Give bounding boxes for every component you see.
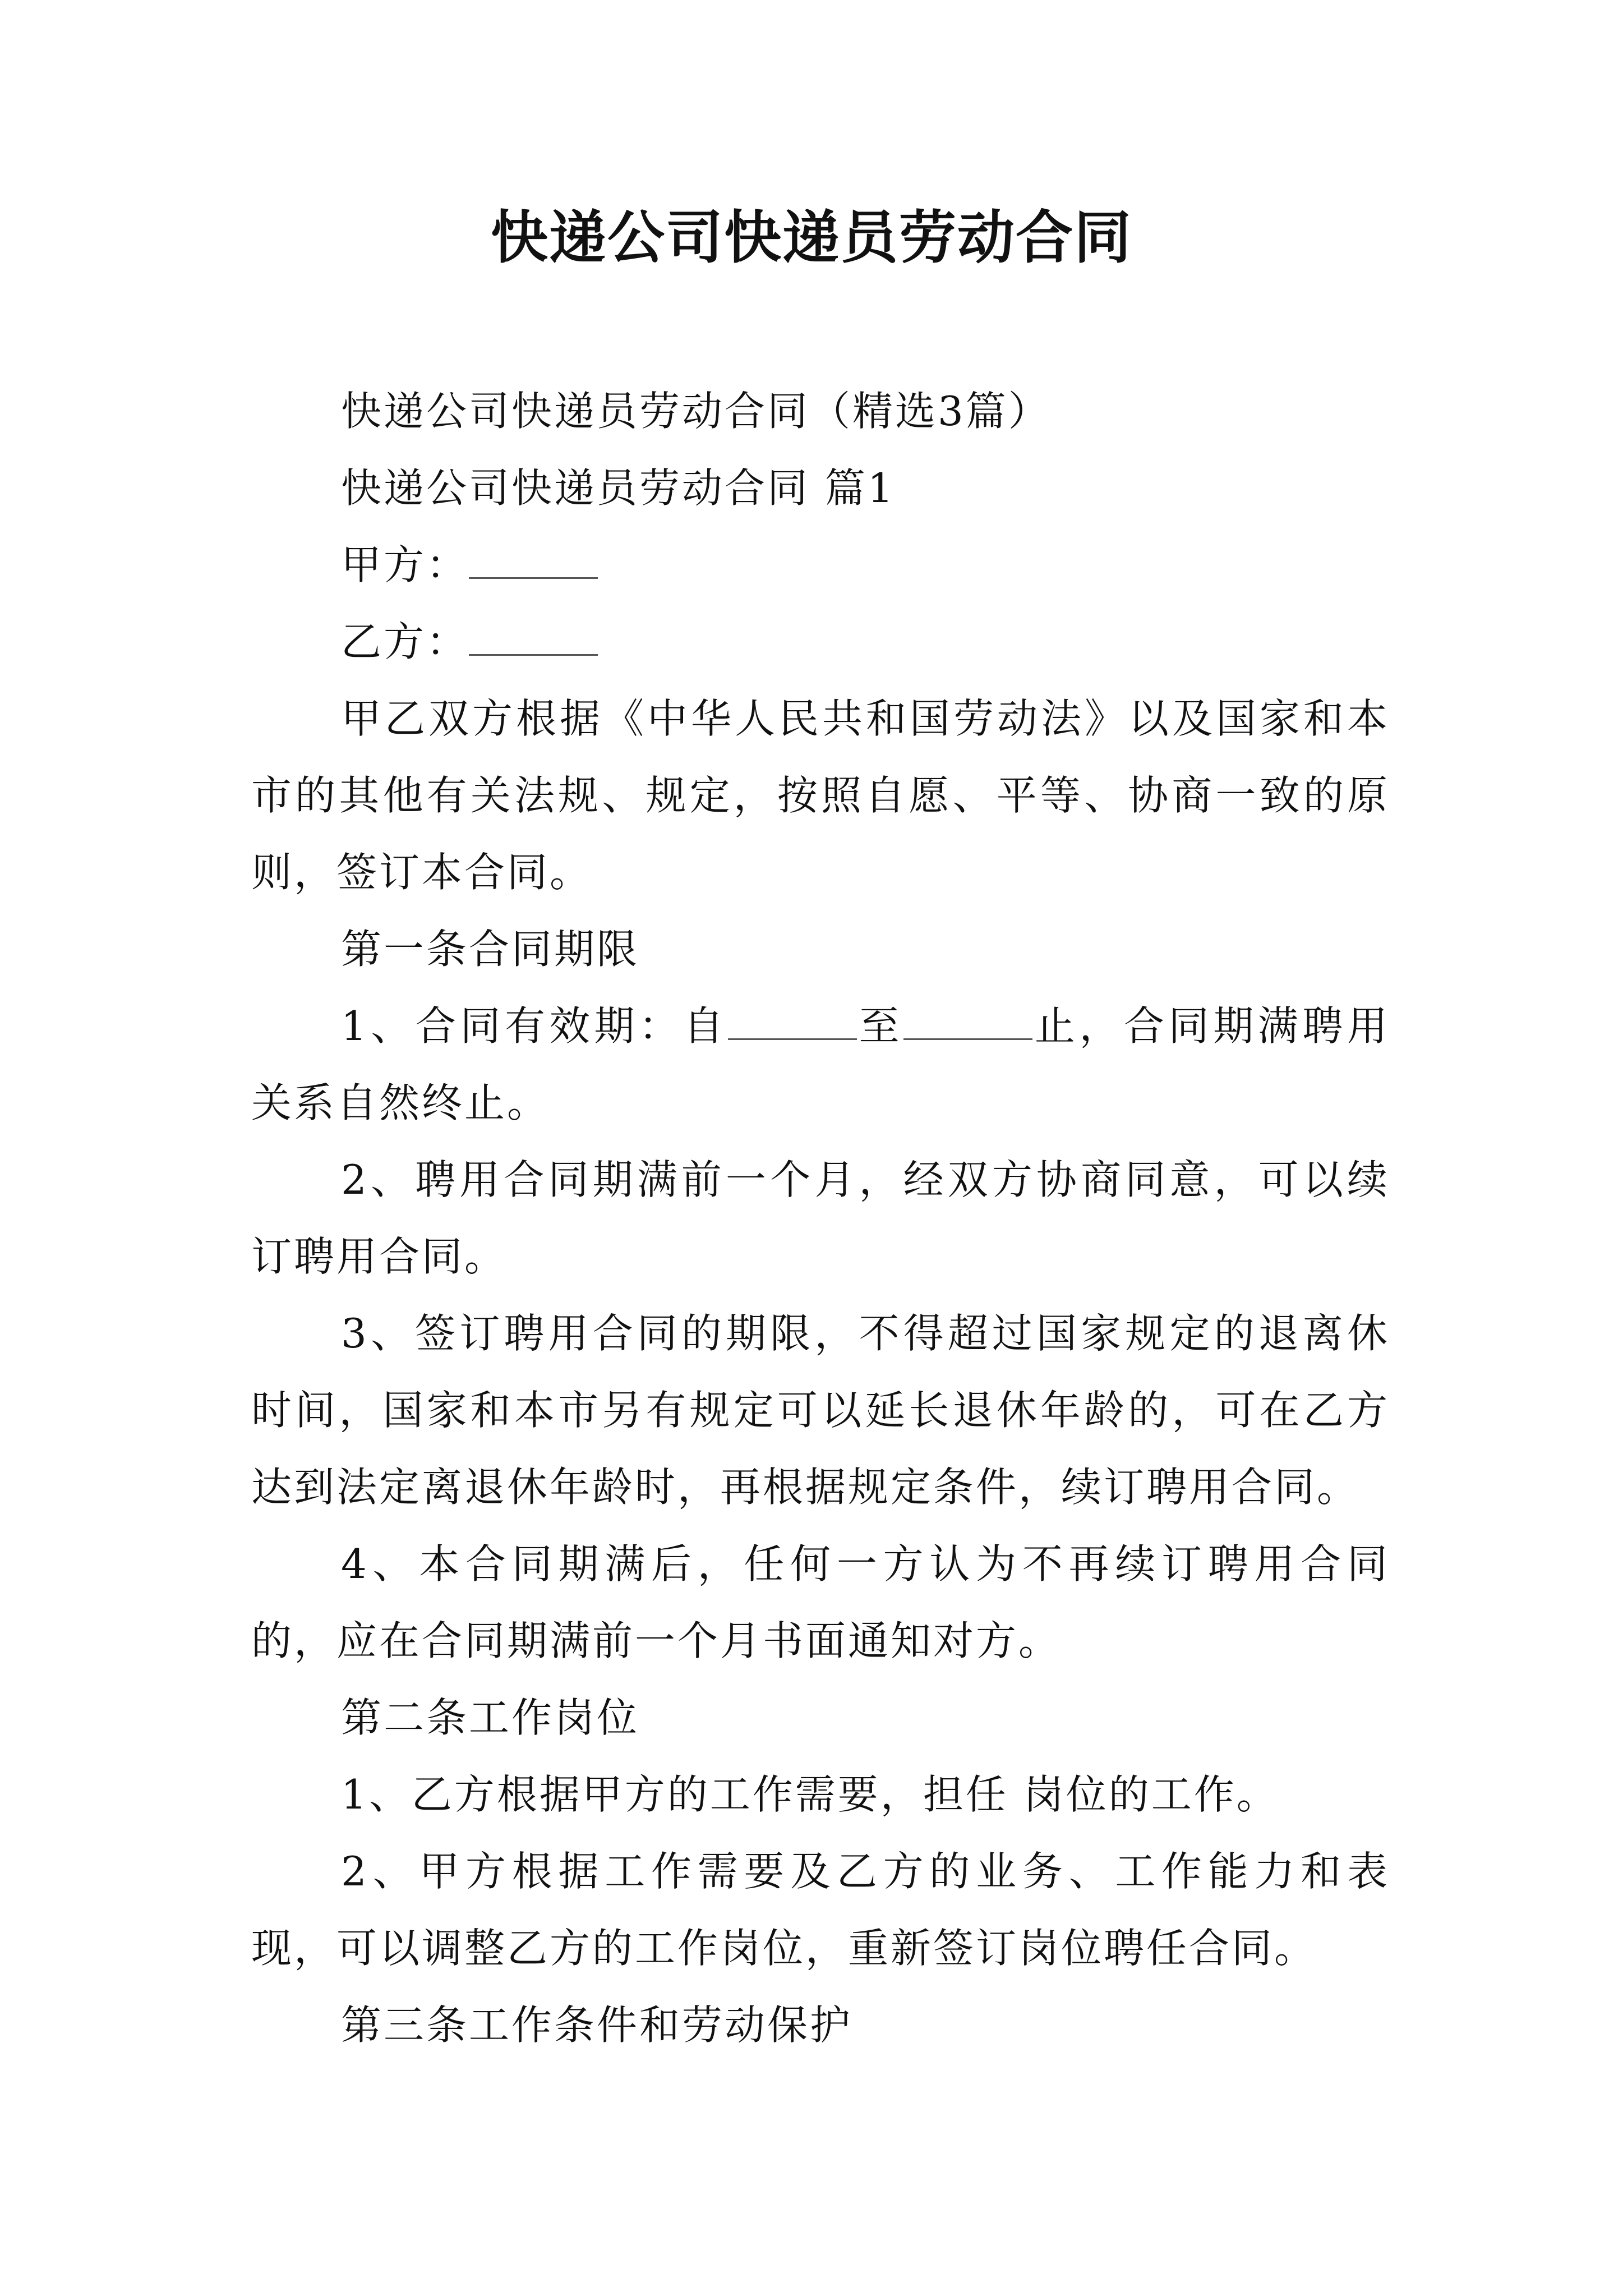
end-date-blank: [903, 1005, 1032, 1040]
article1-title: 第一条合同期限: [341, 926, 640, 973]
article1-item4: 4、本合同期满后，任何一方认为不再续订聘用合同的，应在合同期满前一个月书面通知对方。: [251, 1540, 1390, 1664]
party-b-label: 乙方：: [341, 618, 469, 665]
article1-item1: [251, 988, 1390, 1142]
intro-paragraph: 甲乙双方根据《中华人民共和国劳动法》以及国家和本市的其他有关法规、规定，按照自愿、平等、协商一致的原则，签订本合同。: [251, 695, 1390, 896]
start-date-blank: [728, 1005, 857, 1040]
article3-title: 第三条工作条件和劳动保护: [341, 2001, 853, 2049]
article2-title: 第二条工作岗位: [341, 1694, 640, 1741]
article1-item1-suffix: 止，合同期满聘用关系自然终止。: [251, 1002, 1390, 1126]
article2-item1: 1、乙方根据甲方的工作需要，担任 岗位的工作。: [341, 1771, 1279, 1818]
article1-item3: 3、签订聘用合同的期限，不得超过国家规定的退离休时间，国家和本市另有规定可以延长退休年龄的，可在乙方达到法定离退休年龄时，再根据规定条件，续订聘用合同。: [251, 1310, 1390, 1511]
article2-item2: 2、甲方根据工作需要及乙方的业务、工作能力和表现，可以调整乙方的工作岗位，重新签订岗位聘任合同。: [251, 1848, 1390, 1972]
party-a-blank: [469, 544, 598, 579]
section-heading: 快递公司快递员劳动合同 篇1: [341, 464, 896, 512]
party-b-line: [251, 604, 1390, 680]
article1-item2: 2、聘用合同期满前一个月，经双方协商同意，可以续订聘用合同。: [251, 1156, 1390, 1280]
article1-item1-prefix: 1、合同有效期：自: [341, 1002, 728, 1050]
subtitle: 快递公司快递员劳动合同（精选3篇）: [341, 388, 1051, 435]
party-a-label: 甲方：: [341, 541, 469, 588]
document-body: [251, 373, 1390, 2064]
party-a-line: [251, 527, 1390, 604]
party-b-blank: [469, 620, 598, 656]
document-title: 快递公司快递员劳动合同: [491, 205, 1132, 272]
article1-item1-middle: 至: [857, 1002, 904, 1050]
